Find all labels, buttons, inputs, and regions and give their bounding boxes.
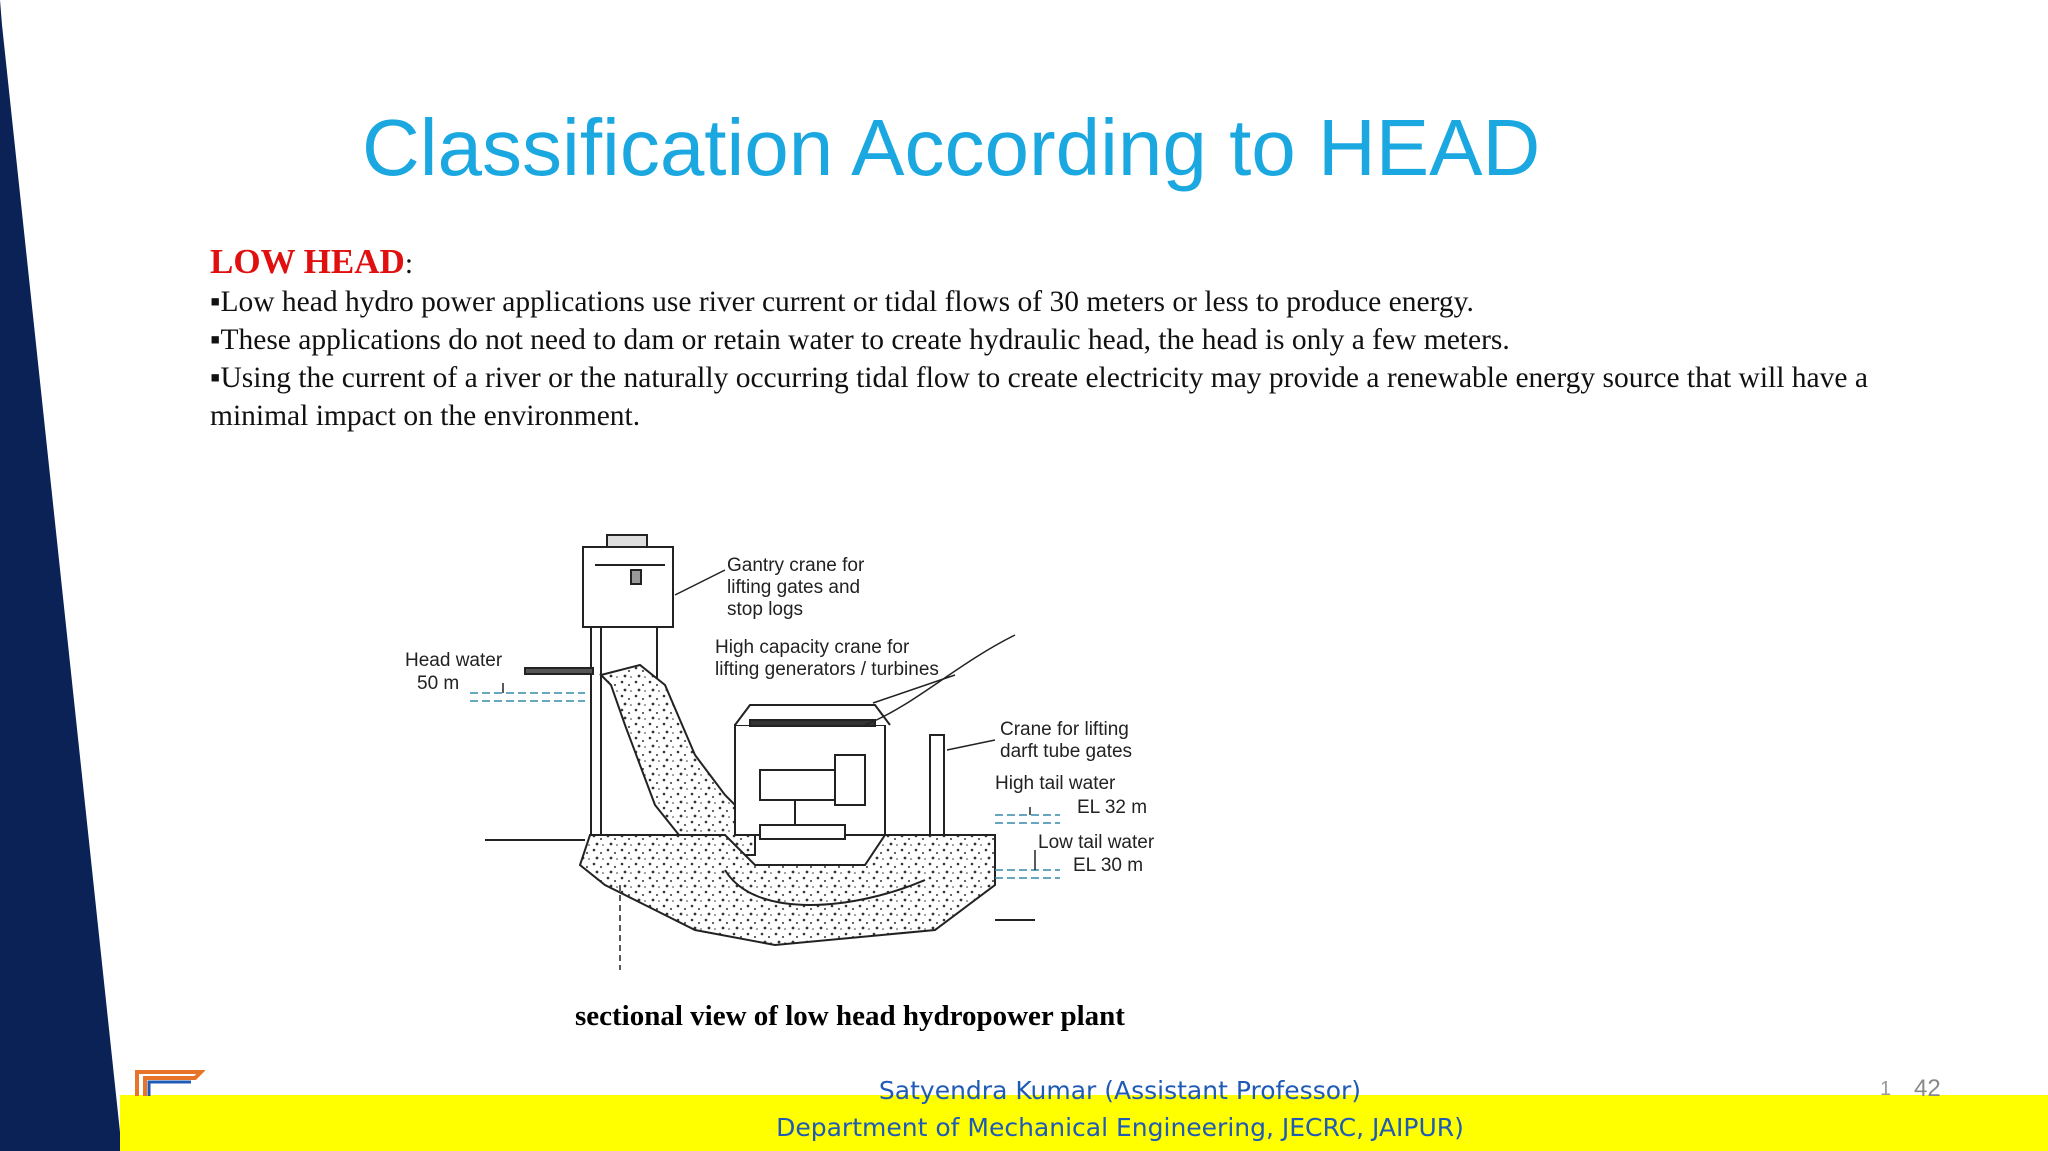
label-low-tail-water: EL 30 m bbox=[1073, 855, 1144, 876]
label-gantry-crane: lifting gates and bbox=[727, 577, 861, 598]
footer-department: Department of Mechanical Engineering, JECRC, JAIPUR) bbox=[776, 1113, 1464, 1142]
hydropower-plant-diagram bbox=[395, 525, 1195, 985]
label-high-capacity-crane: High capacity crane for bbox=[715, 637, 910, 658]
slide-title: Classification According to HEAD bbox=[362, 103, 1541, 192]
label-high-tail-water: High tail water bbox=[995, 773, 1116, 794]
label-low-tail-water: Low tail water bbox=[1038, 832, 1155, 853]
label-gantry-crane: Gantry crane for bbox=[727, 555, 865, 576]
left-decorative-band bbox=[0, 0, 130, 1151]
label-gantry-crane: stop logs bbox=[727, 599, 804, 620]
slide-number-small: 1 bbox=[1880, 1078, 1892, 1100]
bullet-paragraph: ▪These applications do not need to dam or retain water to create hydraulic head, the head is only a few meters. bbox=[210, 324, 1510, 356]
slide-body bbox=[210, 243, 1930, 435]
footer-author: Satyendra Kumar (Assistant Professor) bbox=[878, 1076, 1362, 1105]
label-head-water: 50 m bbox=[417, 673, 460, 694]
bullet-paragraph: ▪Using the current of a river or the naturally occurring tidal flow to create electricity may provide a renewable energy source that will have a minimal impact on the environment. bbox=[210, 362, 1868, 432]
section-heading-line bbox=[210, 243, 1930, 283]
label-draft-tube-crane: Crane for lifting bbox=[1000, 719, 1129, 740]
label-high-tail-water: EL 32 m bbox=[1077, 797, 1148, 818]
section-heading-colon: : bbox=[404, 248, 414, 280]
bullet-paragraph: ▪Low head hydro power applications use river current or tidal flows of 30 meters or less to produce energy. bbox=[210, 286, 1474, 318]
diagram-caption: sectional view of low head hydropower plant bbox=[575, 1000, 1125, 1032]
label-high-capacity-crane: lifting generators / turbines bbox=[715, 659, 939, 680]
label-draft-tube-crane: darft tube gates bbox=[1000, 741, 1133, 762]
slide-number: 42 bbox=[1914, 1075, 1941, 1102]
label-head-water: Head water bbox=[405, 650, 503, 671]
section-heading: LOW HEAD bbox=[210, 242, 405, 281]
